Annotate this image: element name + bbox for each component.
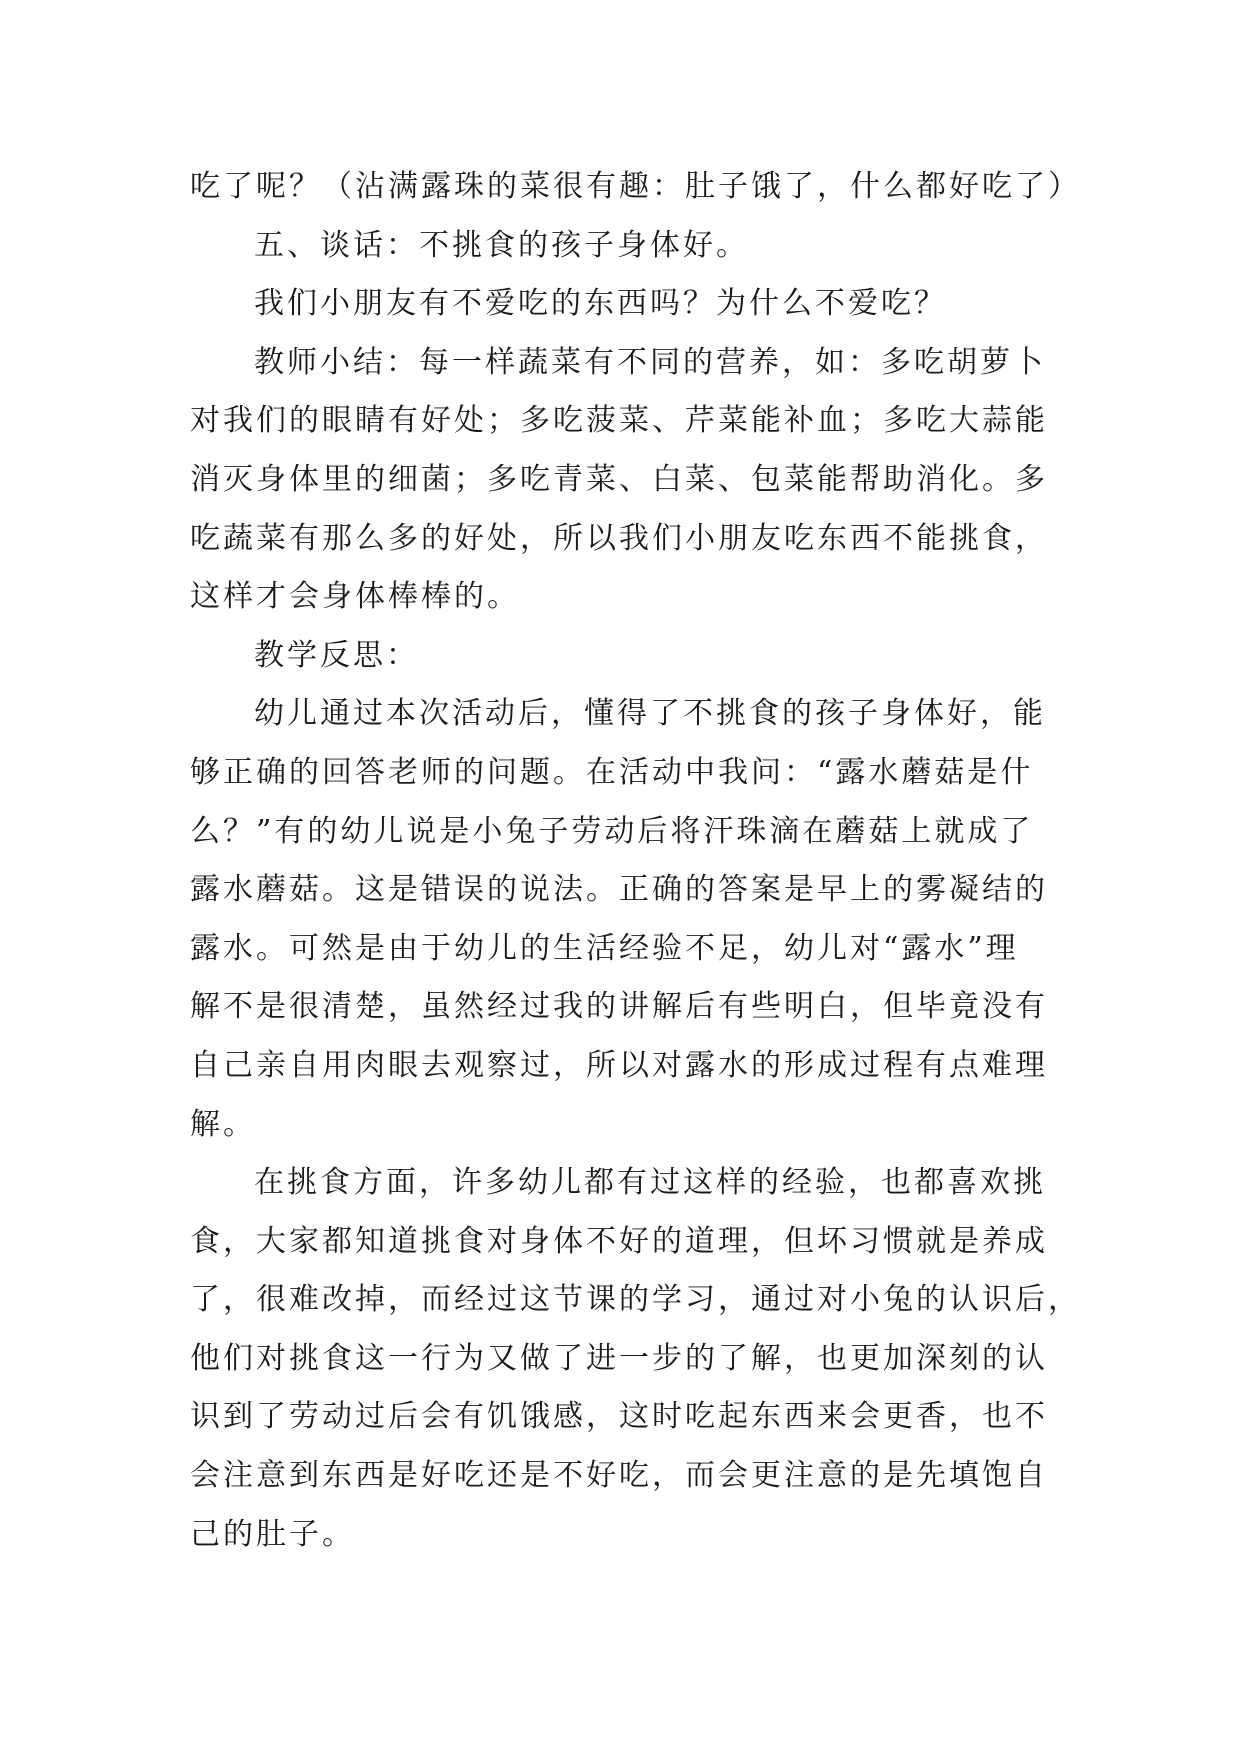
text-line: 露水蘑菇。这是错误的说法。正确的答案是早上的雾凝结的 — [190, 872, 1048, 908]
text-line: 五、谈话：不挑食的孩子身体好。 — [254, 227, 749, 263]
text-line: 自己亲自用肉眼去观察过，所以对露水的形成过程有点难理 — [190, 1047, 1048, 1083]
text-line: 够正确的回答老师的问题。在活动中我问：“露水蘑菇是什 — [190, 754, 1034, 790]
text-line: 他们对挑食这一行为又做了进一步的了解，也更加深刻的认 — [190, 1340, 1048, 1376]
text-line: 识到了劳动过后会有饥饿感，这时吃起东西来会更香，也不 — [190, 1399, 1048, 1435]
text-line: 我们小朋友有不爱吃的东西吗？为什么不爱吃？ — [254, 286, 947, 322]
text-line: 吃了呢？（沾满露珠的菜很有趣：肚子饿了，什么都好吃了） — [190, 169, 1081, 204]
text-line: 会注意到东西是好吃还是不好吃，而会更注意的是先填饱自 — [190, 1458, 1048, 1494]
text-line: 么？”有的幼儿说是小兔子劳动后将汗珠滴在蘑菇上就成了 — [190, 813, 1034, 849]
text-line: 这样才会身体棒棒的。 — [190, 579, 520, 615]
section-heading: 教学反思： — [254, 637, 419, 673]
text-line: 解。 — [190, 1106, 256, 1142]
text-line: 在挑食方面，许多幼儿都有过这样的经验，也都喜欢挑 — [254, 1165, 1046, 1201]
text-line: 了，很难改掉，而经过这节课的学习，通过对小兔的认识后， — [190, 1282, 1081, 1318]
text-line: 食，大家都知道挑食对身体不好的道理，但坏习惯就是养成 — [190, 1223, 1048, 1259]
text-line: 解不是很清楚，虽然经过我的讲解后有些明白，但毕竟没有 — [190, 989, 1048, 1025]
text-line: 己的肚子。 — [190, 1516, 355, 1552]
text-line: 吃蔬菜有那么多的好处，所以我们小朋友吃东西不能挑食， — [190, 520, 1048, 556]
text-line: 教师小结：每一样蔬菜有不同的营养，如：多吃胡萝卜 — [254, 344, 1046, 380]
text-line: 对我们的眼睛有好处；多吃菠菜、芹菜能补血；多吃大蒜能 — [190, 403, 1048, 439]
text-line: 露水。可然是由于幼儿的生活经验不足，幼儿对“露水”理 — [190, 930, 1019, 966]
text-line: 幼儿通过本次活动后，懂得了不挑食的孩子身体好，能 — [254, 696, 1046, 732]
text-line: 消灭身体里的细菌；多吃青菜、白菜、包菜能帮助消化。多 — [190, 461, 1048, 497]
document-body — [190, 158, 1081, 1564]
